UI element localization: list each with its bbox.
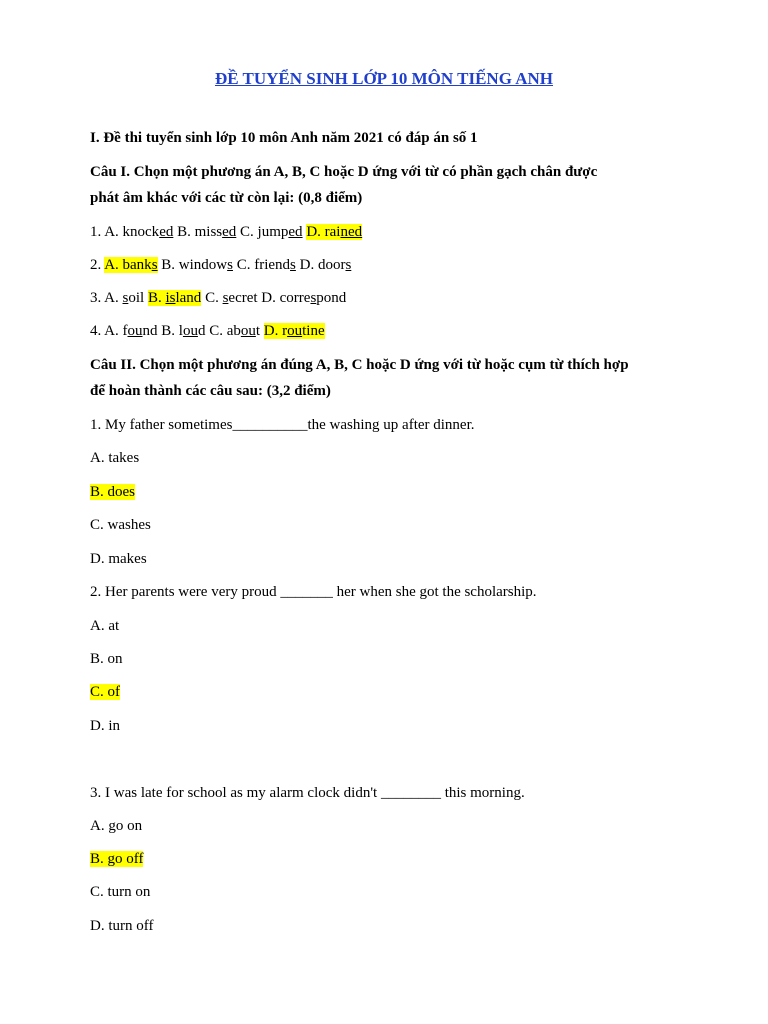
option-d: D. in xyxy=(90,718,120,734)
part1-heading-line1: Câu I. Chọn một phương án A, B, C hoặc D ứng với từ có phần gạch chân được xyxy=(90,164,598,180)
answer-highlight: B. island xyxy=(147,290,202,306)
option-b xyxy=(90,482,135,502)
option-c: C. turn on xyxy=(90,884,151,900)
option-a: A. takes xyxy=(90,450,140,466)
part2-question-2-stem: 2. Her parents were very proud _______ her when she got the scholarship. xyxy=(90,584,537,600)
answer-highlight: D. rained xyxy=(306,224,363,240)
section-heading: I. Đề thi tuyển sinh lớp 10 môn Anh năm 2021 có đáp án số 1 xyxy=(90,130,478,146)
part2-question-3-stem: 3. I was late for school as my alarm clock didn't ________ this morning. xyxy=(90,785,525,801)
option-a: A. at xyxy=(90,618,120,634)
part2-heading-line1: Câu II. Chọn một phương án đúng A, B, C hoặc D ứng với từ hoặc cụm từ thích hợp xyxy=(90,357,629,373)
part1-heading-line2: phát âm khác với các từ còn lại: (0,8 điểm) xyxy=(90,190,363,206)
part1-question-3: 3. A. soil B. island C. secret D. correspond xyxy=(90,290,347,306)
option-b: B. on xyxy=(90,651,123,667)
part1-question-2: 2. A. banks B. windows C. friends D. doors xyxy=(90,257,352,273)
option-d: D. turn off xyxy=(90,918,154,934)
part1-question-4: 4. A. found B. loud C. about D. routine xyxy=(90,323,325,339)
part2-question-1-stem: 1. My father sometimes__________the washing up after dinner. xyxy=(90,417,475,433)
option-c: C. washes xyxy=(90,517,151,533)
part2-heading-line2: để hoàn thành các câu sau: (3,2 điểm) xyxy=(90,383,331,399)
option-b xyxy=(90,849,143,869)
answer-highlight: C. of xyxy=(90,684,120,700)
document-title: ĐỀ TUYỂN SINH LỚP 10 MÔN TIẾNG ANH xyxy=(214,69,554,88)
part1-question-1: 1. A. knocked B. missed C. jumped D. rained xyxy=(90,224,363,240)
option-c xyxy=(90,682,120,702)
answer-highlight: D. routine xyxy=(263,323,325,339)
option-a: A. go on xyxy=(90,818,143,834)
answer-highlight: B. go off xyxy=(90,851,144,867)
answer-highlight: B. does xyxy=(90,484,135,500)
answer-highlight: A. banks xyxy=(104,257,158,273)
option-d: D. makes xyxy=(90,551,147,567)
